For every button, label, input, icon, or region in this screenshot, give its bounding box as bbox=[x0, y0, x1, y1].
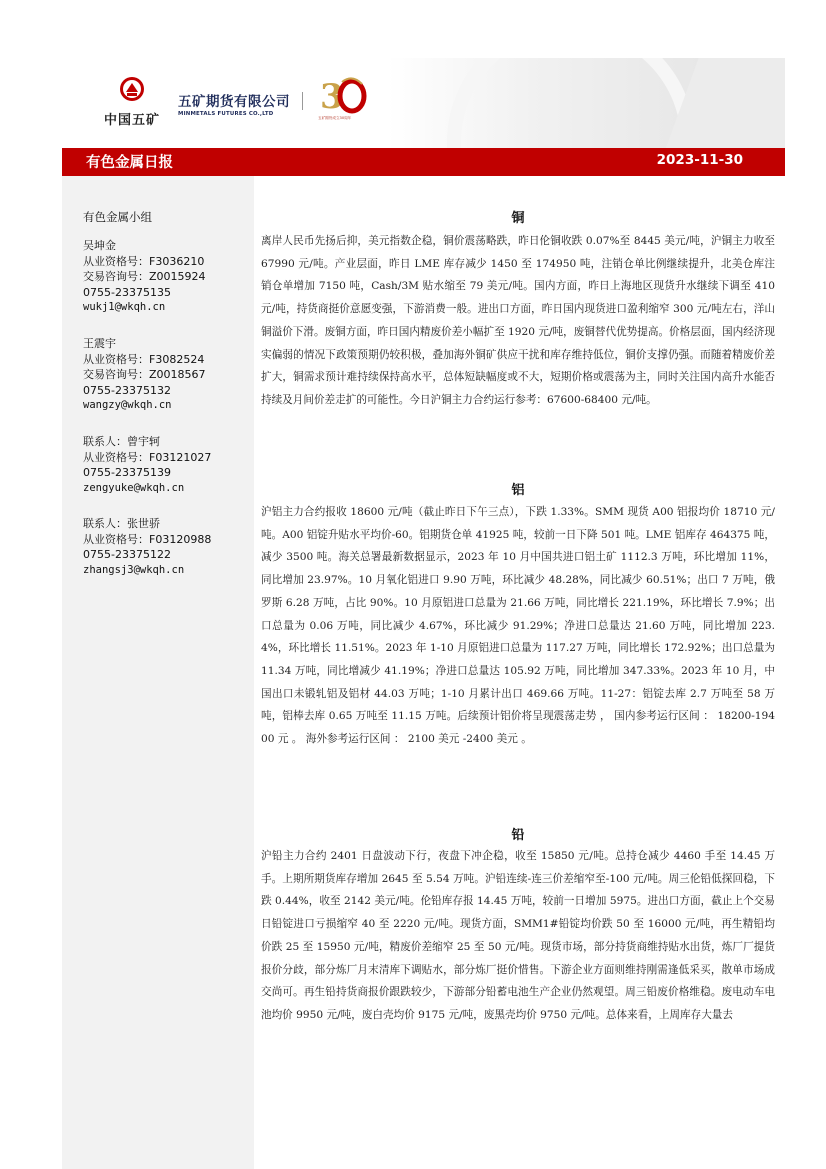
email: wukj1@wkqh.cn bbox=[83, 301, 166, 314]
email: wangzy@wkqh.cn bbox=[83, 399, 172, 412]
email: zengyuke@wkqh.cn bbox=[83, 481, 185, 494]
logo-divider bbox=[302, 92, 303, 110]
section-body-aluminum: 沪铝主力合约报收 18600 元/吨（截止昨日下午三点），下跌 1.33%。SMM 现货 A00 铝报均价 18710 元/吨。A00 铝锭升贴水平均价-60。铝期货仓单 41925 吨，较前一日下降 501 吨。LME 铝库存 464375 吨，减少 3500 吨。海关总署最新数据显示，2023 年 10 月中国共进口铝土矿 1112.3 万吨，环比增加 11%，同比增加 23.97%。10 月氧化铝进口 9.90 万吨，环比减少 48.28%，同比减少 60.51%；出口 7 万吨，俄罗斯 6.28 万吨，占比 90%。10 月原铝进口总量为 21.66 万吨，同比增长 221.19%，环比增长 7.9%；出口总量为 0.06 万吨，同比减少 4.67%，环比减少 91.29%；净进口总量达 21.60 万吨，同比增加 223.4%，环比增长 11.51%。2023 年 1-10 月原铝进口总量为 117.27 万吨，同比增长 172.92%；出口总量为 11.34 万吨，同比增减少 41.19%；净进口总量达 105.92 万吨，同比增加 347.33%。2023 年 10 月，中国出口未锻轧铝及铝材 44.03 万吨；1-10 月累计出口 469.66 万吨。11-27：铝锭去库 2.7 万吨至 58 万吨，铝棒去库 0.65 万吨至 11.15 万吨。后续预计铝价将呈现震荡走势 ， 国内参考运行区间 ： 18200-19400 元 。 海外参考运行区间 ： 2100 美元 -2400 美元 。 bbox=[261, 506, 775, 746]
contact-name: 王震宇 bbox=[83, 337, 116, 350]
section-title-copper: 铜 bbox=[511, 211, 525, 226]
consult-number: 交易咨询号：Z0018567 bbox=[83, 368, 206, 382]
contact-card bbox=[83, 336, 206, 414]
section-body-lead: 沪铅主力合约 2401 日盘波动下行，夜盘下冲企稳，收至 15850 元/吨。总持仓减少 4460 手至 14.45 万手。上期所期货库存增加 2645 至 5.54 万吨。沪铅连续-连三价差缩窄至-100 元/吨。周三伦铅低探回稳，下跌 0.44%，收至 2142 美元/吨。伦铅库存报 14.45 万吨，较前一日增加 5975。进出口方面，截止上个交易日铅锭进口亏损缩窄 40 至 2220 元/吨。现货方面，SMM1#铅锭均价跌 50 至 16000 元/吨，再生精铅均价跌 25 至 15950 元/吨，精废价差缩窄 25 至 50 元/吨。现货市场，部分持货商维持贴水出货，炼厂厂提货报价分歧，部分炼厂月末清库下调贴水，部分炼厂挺价惜售。下游企业方面则维持刚需逢低采买，散单市场成交尚可。再生铅持货商报价跟跌较少，下游部分铅蓄电池生产企业仍然观望。周三铅废价格维稳。废电动车电池均价 9950 元/吨，废白壳均价 9175 元/吨，废黑壳均价 9750 元/吨。总体来看，上周库存大量去 bbox=[261, 850, 775, 1021]
team-name: 有色金属小组 bbox=[83, 210, 152, 224]
phone: 0755-23375122 bbox=[83, 548, 171, 562]
qualification-number: 从业资格号：F3036210 bbox=[83, 254, 205, 268]
china-minmetals-name: 中国五矿 bbox=[103, 113, 160, 128]
phone: 0755-23375139 bbox=[83, 466, 171, 480]
contact-name: 联系人：曾宇轲 bbox=[83, 435, 160, 448]
contact-card bbox=[83, 434, 211, 496]
qualification-number: 从业资格号：F03121027 bbox=[83, 450, 212, 464]
section-body-copper: 离岸人民币先扬后抑，美元指数企稳，铜价震荡略跌，昨日伦铜收跌 0.07%至 8445 美元/吨，沪铜主力收至 67990 元/吨。产业层面，昨日 LME 库存减少 1450 至 174950 吨，注销仓单比例继续提升，北美仓库注销仓单增加 7150 吨，Cash/3M 贴水缩至 79 美元/吨。国内方面，昨日上海地区现货升水继续下调至 410 元/吨，持货商挺价意愿变强，下游消费一般。进出口方面，昨日国内现货进口盈利缩窄 300 元/吨左右，洋山铜溢价下滑。废铜方面，昨日国内精废价差小幅扩至 1920 元/吨，废铜替代优势提高。价格层面，国内经济现实偏弱的情况下政策预期仍较积极，叠加海外铜矿供应干扰和库存维持低位，铜价支撑仍强。而随着精废价差扩大，铜需求预计难持续保持高水平，总体短缺幅度或不大，短期价格或震荡为主，同时关注国内高升水能否持续及月间价差走扩的可能性。今日沪铜主力合约运行参考：67600-68400 元/吨。 bbox=[261, 235, 775, 406]
phone: 0755-23375132 bbox=[83, 383, 171, 397]
report-date: 2023-11-30 bbox=[656, 152, 743, 168]
phone: 0755-23375135 bbox=[83, 285, 171, 299]
china-minmetals-logo bbox=[102, 75, 162, 128]
minmetals-emblem-icon bbox=[118, 75, 146, 103]
email: zhangsj3@wkqh.cn bbox=[83, 563, 185, 576]
consult-number: 交易咨询号：Z0015924 bbox=[83, 270, 206, 284]
minmetals-futures-logo bbox=[178, 90, 290, 117]
section-title-aluminum: 铝 bbox=[511, 483, 525, 498]
section-title-lead: 铅 bbox=[511, 828, 525, 843]
header-decoration bbox=[447, 58, 695, 148]
thirty-anniversary-icon bbox=[316, 72, 372, 116]
analyst-sidebar bbox=[62, 176, 254, 1169]
contact-name: 吴坤金 bbox=[83, 239, 116, 252]
report-header bbox=[62, 58, 785, 148]
company-name-en: MINMETALS FUTURES CO.,LTD bbox=[178, 111, 274, 117]
qualification-number: 从业资格号：F03120988 bbox=[83, 532, 212, 546]
contact-card bbox=[83, 238, 206, 316]
report-title: 有色金属日报 bbox=[86, 155, 173, 171]
anniversary-caption: 五矿期货成立30周年 bbox=[318, 116, 352, 120]
svg-text:3: 3 bbox=[320, 77, 344, 116]
contact-name: 联系人：张世骄 bbox=[83, 517, 160, 530]
qualification-number: 从业资格号：F3082524 bbox=[83, 352, 205, 366]
company-name-cn: 五矿期货有限公司 bbox=[178, 94, 290, 110]
title-bar bbox=[62, 148, 785, 176]
anniversary-logo bbox=[316, 72, 372, 128]
contact-card bbox=[83, 516, 211, 578]
